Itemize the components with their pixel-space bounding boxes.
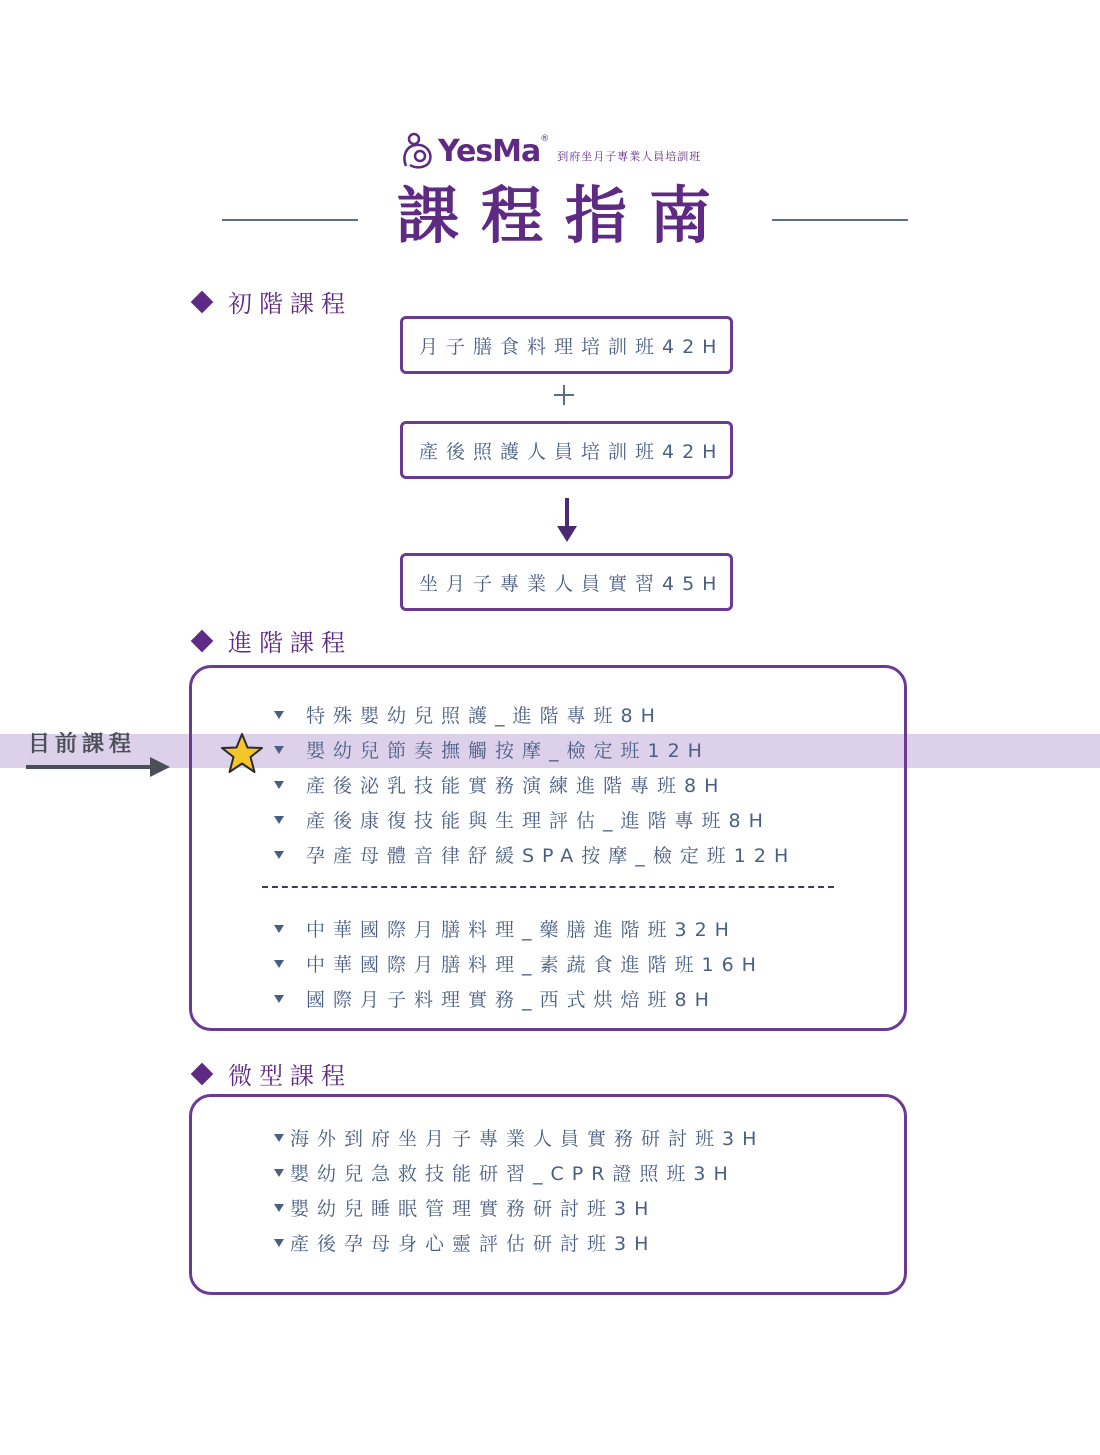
triangle-bullet-icon — [274, 1134, 284, 1142]
triangle-bullet-icon — [274, 781, 284, 789]
section-heading-text: 初階課程 — [228, 290, 352, 318]
section-heading-basic — [190, 284, 352, 319]
course-name: 孕產母體音律舒緩SPA按摩_檢定班12H — [306, 845, 797, 867]
micro-list — [274, 1120, 764, 1260]
course-name: 嬰幼兒睡眠管理實務研討班3H — [290, 1198, 657, 1220]
list-item — [274, 767, 796, 802]
triangle-bullet-icon — [274, 816, 284, 824]
list-item — [274, 911, 764, 946]
list-item — [274, 1120, 764, 1155]
course-box-internship: 坐月子專業人員實習45H — [400, 553, 733, 611]
course-box-postpartum-meals: 月子膳食料理培訓班42H — [400, 316, 733, 374]
list-item — [274, 1225, 764, 1260]
list-item — [274, 981, 764, 1016]
triangle-bullet-icon — [274, 746, 284, 754]
triangle-bullet-icon — [274, 1204, 284, 1212]
section-heading-advanced — [190, 623, 352, 658]
list-item — [274, 1190, 764, 1225]
course-name: 產後孕母身心靈評估研討班3H — [290, 1233, 657, 1255]
title-divider-left — [222, 219, 358, 221]
course-name: 特殊嬰幼兒照護_進階專班8H — [306, 705, 663, 727]
course-name: 國際月子料理實務_西式烘焙班8H — [306, 989, 717, 1011]
section-heading-text: 微型課程 — [228, 1062, 352, 1090]
list-divider — [262, 886, 834, 888]
star-icon — [220, 732, 264, 774]
course-name: 產後泌乳技能實務演練進階專班8H — [306, 775, 727, 797]
current-course-label: 目前課程 — [28, 732, 137, 757]
course-name: 中華國際月膳料理_藥膳進階班32H — [306, 919, 737, 941]
page-title: 課程指南 — [396, 179, 733, 252]
down-arrow-icon — [556, 498, 578, 544]
advanced-list-group-2 — [274, 911, 764, 1016]
plus-icon — [551, 382, 577, 408]
brand-name: YesMa — [438, 133, 541, 169]
course-box-postpartum-care: 產後照護人員培訓班42H — [400, 421, 733, 479]
advanced-list-group-1 — [274, 697, 796, 872]
diamond-bullet-icon — [191, 1062, 214, 1085]
triangle-bullet-icon — [274, 1239, 284, 1247]
course-name: 產後康復技能與生理評估_進階專班8H — [306, 810, 771, 832]
list-item — [274, 1155, 764, 1190]
brand-tagline: 到府坐月子專業人員培訓班 — [557, 150, 702, 163]
list-item — [274, 697, 796, 732]
triangle-bullet-icon — [274, 995, 284, 1003]
triangle-bullet-icon — [274, 925, 284, 933]
section-heading-text: 進階課程 — [228, 629, 352, 657]
course-name: 中華國際月膳料理_素蔬食進階班16H — [306, 954, 764, 976]
brand-logo — [402, 128, 742, 174]
registered-mark: ® — [540, 134, 550, 144]
triangle-bullet-icon — [274, 851, 284, 859]
list-item — [274, 802, 796, 837]
course-name: 嬰幼兒急救技能研習_CPR證照班3H — [290, 1163, 736, 1185]
list-item — [274, 837, 796, 872]
right-arrow-icon — [26, 757, 170, 777]
mother-baby-logo-icon — [402, 132, 436, 170]
course-name: 嬰幼兒節奏撫觸按摩_檢定班12H — [306, 740, 710, 762]
list-item-current — [274, 732, 796, 767]
list-item — [274, 946, 764, 981]
triangle-bullet-icon — [274, 1169, 284, 1177]
section-heading-micro — [190, 1056, 352, 1091]
diamond-bullet-icon — [191, 629, 214, 652]
diamond-bullet-icon — [191, 290, 214, 313]
course-name: 海外到府坐月子專業人員實務研討班3H — [290, 1128, 765, 1150]
triangle-bullet-icon — [274, 960, 284, 968]
title-divider-right — [772, 219, 908, 221]
triangle-bullet-icon — [274, 711, 284, 719]
